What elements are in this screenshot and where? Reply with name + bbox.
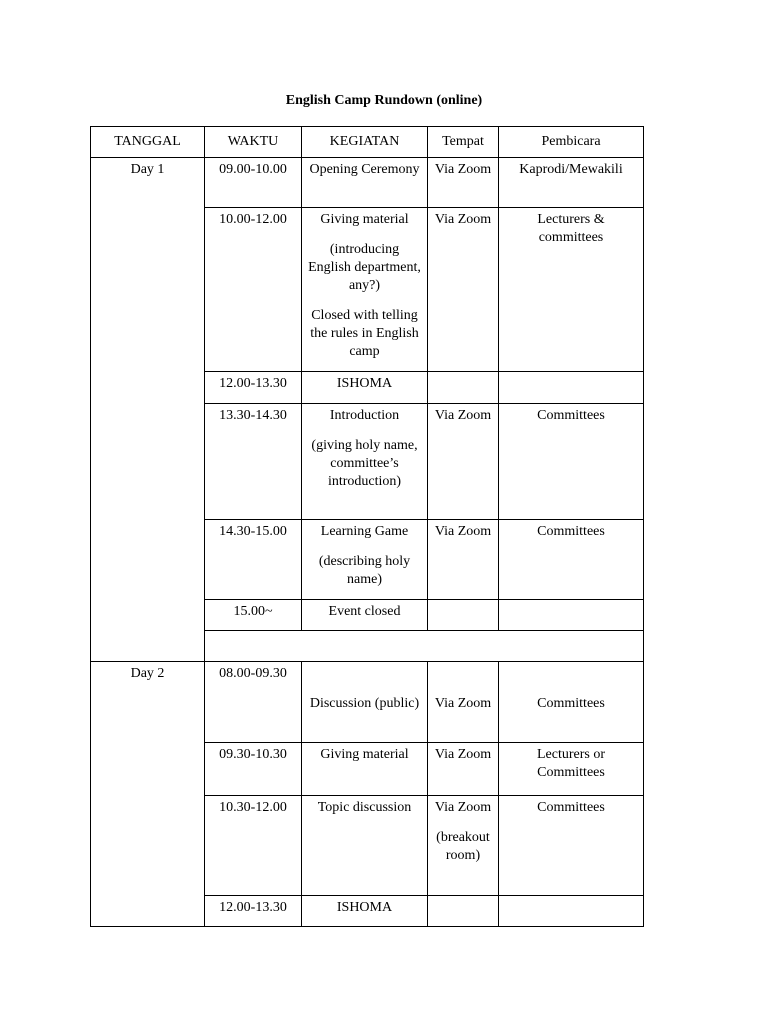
- speaker-cell: [499, 372, 644, 404]
- header-kegiatan: KEGIATAN: [302, 127, 428, 158]
- speaker-cell: Committees: [499, 520, 644, 600]
- speaker-cell: Committees: [499, 662, 644, 743]
- activity-cell: Event closed: [302, 600, 428, 631]
- time-cell: 10.30-12.00: [205, 796, 302, 896]
- speaker-cell: Committees: [499, 796, 644, 896]
- activity-cell: ISHOMA: [302, 372, 428, 404]
- time-cell: 15.00~: [205, 600, 302, 631]
- speaker-cell: Kaprodi/Mewakili: [499, 158, 644, 208]
- empty-cell: [205, 631, 644, 662]
- place-cell: Via Zoom: [428, 158, 499, 208]
- time-cell: 09.00-10.00: [205, 158, 302, 208]
- time-cell: 13.30-14.30: [205, 404, 302, 520]
- time-cell: 10.00-12.00: [205, 208, 302, 372]
- activity-cell: Opening Ceremony: [302, 158, 428, 208]
- header-tempat: Tempat: [428, 127, 499, 158]
- header-pembicara: Pembicara: [499, 127, 644, 158]
- activity-cell: Introduction (giving holy name, committee’s introduction): [302, 404, 428, 520]
- place-cell: [428, 372, 499, 404]
- activity-cell: Discussion (public): [302, 662, 428, 743]
- day-label: Day 1: [91, 158, 205, 662]
- day-label: Day 2: [91, 662, 205, 927]
- time-cell: 09.30-10.30: [205, 743, 302, 796]
- rundown-body: [91, 158, 644, 927]
- time-cell: 12.00-13.30: [205, 372, 302, 404]
- header-tanggal: TANGGAL: [91, 127, 205, 158]
- place-cell: [428, 896, 499, 927]
- activity-cell: ISHOMA: [302, 896, 428, 927]
- place-cell: Via Zoom: [428, 520, 499, 600]
- place-cell: Via Zoom: [428, 662, 499, 743]
- activity-cell: Topic discussion: [302, 796, 428, 896]
- time-cell: 14.30-15.00: [205, 520, 302, 600]
- place-cell: Via Zoom (breakout room): [428, 796, 499, 896]
- time-cell: 12.00-13.30: [205, 896, 302, 927]
- table-row: [91, 158, 644, 208]
- speaker-cell: Lecturers or Committees: [499, 743, 644, 796]
- time-cell: 08.00-09.30: [205, 662, 302, 743]
- activity-cell: Learning Game (describing holy name): [302, 520, 428, 600]
- speaker-cell: Lecturers & committees: [499, 208, 644, 372]
- header-waktu: WAKTU: [205, 127, 302, 158]
- header-row: [91, 127, 644, 158]
- speaker-cell: [499, 896, 644, 927]
- document-title: English Camp Rundown (online): [285, 93, 483, 108]
- activity-cell: Giving material (introducing English department, any?) Closed with telling the rules in English camp: [302, 208, 428, 372]
- speaker-cell: Committees: [499, 404, 644, 520]
- rundown-table: [90, 126, 644, 927]
- activity-cell: Giving material: [302, 743, 428, 796]
- place-cell: Via Zoom: [428, 743, 499, 796]
- place-cell: [428, 600, 499, 631]
- place-cell: Via Zoom: [428, 404, 499, 520]
- speaker-cell: [499, 600, 644, 631]
- place-cell: Via Zoom: [428, 208, 499, 372]
- table-row: [91, 662, 644, 743]
